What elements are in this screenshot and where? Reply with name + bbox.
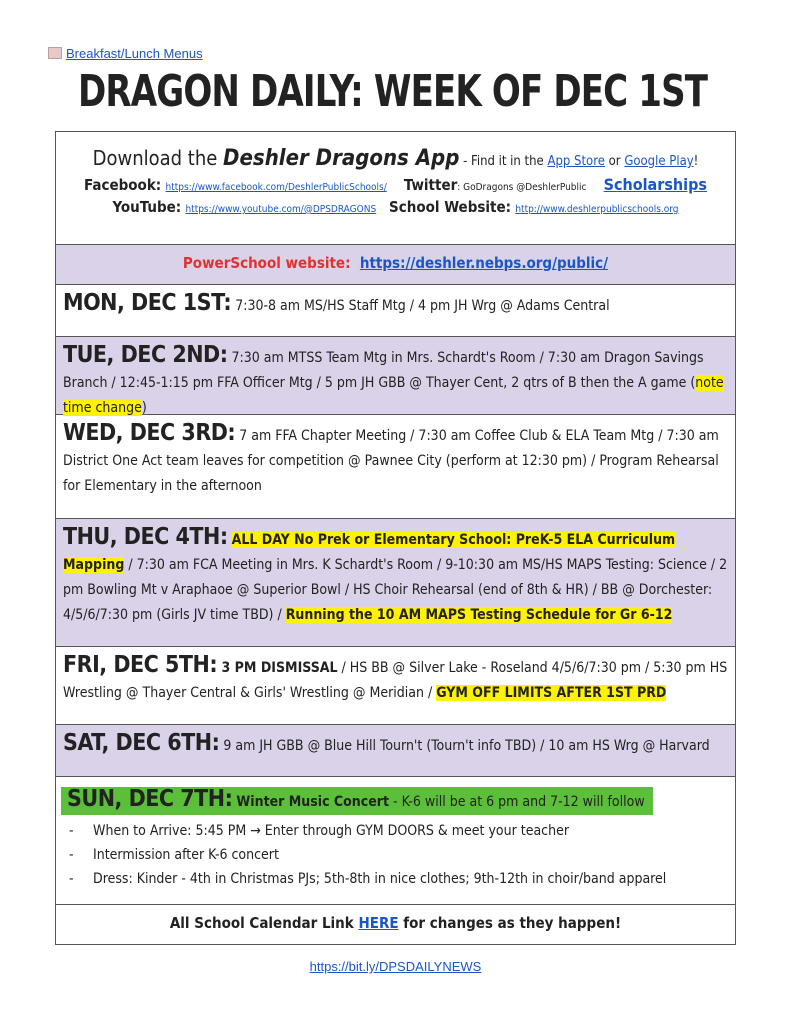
download-suffix: - Find it in the xyxy=(459,154,548,169)
calendar-suffix: for changes as they happen! xyxy=(398,914,622,932)
day-name: MON, DEC 1ST: xyxy=(63,290,232,316)
day-name: SAT, DEC 6TH: xyxy=(63,730,220,756)
download-prefix: Download the xyxy=(92,146,218,170)
breakfast-lunch-menus-link[interactable] xyxy=(48,46,203,61)
day-text: 7:30 am MTSS Team Mtg in Mrs. Schardt's Room / 7:30 am Dragon Savings Branch / 12:45-1:15 pm FFA Officer Mtg / 5 pm JH GBB @ Thayer Cent, 2 qtrs of B then the A game ( xyxy=(63,350,704,391)
day-row-wed xyxy=(56,414,735,518)
school-website-link[interactable]: http://www.deshlerpublicschools.org xyxy=(515,204,679,215)
list-item: - Dress: Kinder - 4th in Christmas PJs; 5th-8th in nice clothes; 9th-12th in choir/band apparel xyxy=(63,867,728,891)
day-name: TUE, DEC 2ND: xyxy=(63,342,228,368)
social-line xyxy=(63,175,728,194)
calendar-here-link[interactable]: HERE xyxy=(358,914,399,932)
app-name: Deshler Dragons App xyxy=(223,146,460,171)
list-item: - Intermission after K-6 concert xyxy=(63,843,728,867)
event-name: Winter Music Concert xyxy=(236,794,390,810)
day-row-tue xyxy=(56,336,735,414)
youtube-link[interactable]: https://www.youtube.com/@DPSDRAGONS xyxy=(185,204,377,215)
sun-list xyxy=(63,819,728,891)
twitter-label: Twitter xyxy=(403,176,458,194)
highlight-text-2: Running the 10 AM MAPS Testing Schedule for Gr 6-12 xyxy=(285,607,673,623)
day-row-sat xyxy=(56,724,735,776)
powerschool-link[interactable]: https://deshler.nebps.org/public/ xyxy=(359,254,609,272)
breakfast-lunch-link-text[interactable]: Breakfast/Lunch Menus xyxy=(66,46,203,61)
school-website-label: School Website: xyxy=(389,198,512,216)
day-text: 9 am JH GBB @ Blue Hill Tourn't (Tourn't info TBD) / 10 am HS Wrg @ Harvard xyxy=(219,738,710,754)
event-rest: - K-6 will be at 6 pm and 7-12 will follow xyxy=(389,794,645,810)
powerschool-label: PowerSchool website: xyxy=(182,254,351,272)
day-text-end: ) xyxy=(141,400,147,416)
day-row-mon xyxy=(56,284,735,336)
facebook-label: Facebook: xyxy=(84,176,162,194)
daily-news-link[interactable]: https://bit.ly/DPSDAILYNEWS xyxy=(309,959,482,974)
youtube-label: YouTube: xyxy=(112,198,182,216)
app-download-line xyxy=(63,132,728,171)
calendar-row xyxy=(56,904,735,944)
twitter-handle: : GoDragons @DeshlerPublic xyxy=(457,182,587,193)
google-play-link[interactable]: Google Play xyxy=(624,154,694,169)
dismissal-text: 3 PM DISMISSAL xyxy=(217,660,338,676)
day-text: / 7:30 am FCA Meeting in Mrs. K Schardt's Room / 9-10:30 am MS/HS MAPS Testing: Science / 2 pm Bowling Mt v Araphaoe @ Superior Bowl / HS Choir Rehearsal (end of 8th & HR) / BB @ Dorchester: 4/5/6/7:30 pm (Girls JV time TBD) / xyxy=(63,557,728,623)
day-row-thu xyxy=(56,518,735,646)
highlight-text: ALL DAY No Prek or Elementary School: PreK-5 ELA Curriculum Mapping xyxy=(63,532,676,573)
day-text: 7:30-8 am MS/HS Staff Mtg / 4 pm JH Wrg @ Adams Central xyxy=(231,298,610,314)
day-name: THU, DEC 4TH: xyxy=(63,524,228,550)
sun-header xyxy=(61,787,653,815)
day-text: / HS BB @ Silver Lake - Roseland 4/5/6/7:30 pm / 5:30 pm HS Wrestling @ Thayer Central & Girls' Wrestling @ Meridian / xyxy=(63,660,728,701)
youtube-website-line xyxy=(63,198,728,216)
footer xyxy=(0,959,791,974)
day-name: SUN, DEC 7TH: xyxy=(67,786,233,812)
menu-image-icon xyxy=(48,47,62,59)
highlight-text: GYM OFF LIMITS AFTER 1ST PRD xyxy=(436,685,667,701)
page-title: DRAGON DAILY: WEEK OF DEC 1ST xyxy=(78,66,708,117)
powerschool-row xyxy=(56,244,735,284)
newsletter-table xyxy=(55,131,736,945)
highlight-text: note time change xyxy=(63,375,724,416)
day-name: WED, DEC 3RD: xyxy=(63,420,236,446)
bang-text: ! xyxy=(693,154,699,169)
list-item: - When to Arrive: 5:45 PM → Enter through GYM DOORS & meet your teacher xyxy=(63,819,728,843)
calendar-prefix: All School Calendar Link xyxy=(169,914,359,932)
day-text: 7 am FFA Chapter Meeting / 7:30 am Coffee Club & ELA Team Mtg / 7:30 am District One Act team leaves for competition @ Pawnee City (perform at 12:30 pm) / Program Rehearsal for Elementary in the afternoon xyxy=(63,428,719,494)
app-store-link[interactable]: App Store xyxy=(547,154,605,169)
scholarships-link[interactable]: Scholarships xyxy=(603,175,707,194)
day-name: FRI, DEC 5TH: xyxy=(63,652,218,678)
header-info-row xyxy=(56,132,735,244)
facebook-link[interactable]: https://www.facebook.com/DeshlerPublicSchools/ xyxy=(165,182,387,193)
day-row-fri xyxy=(56,646,735,724)
or-text: or xyxy=(604,154,625,169)
day-row-sun xyxy=(56,776,735,904)
